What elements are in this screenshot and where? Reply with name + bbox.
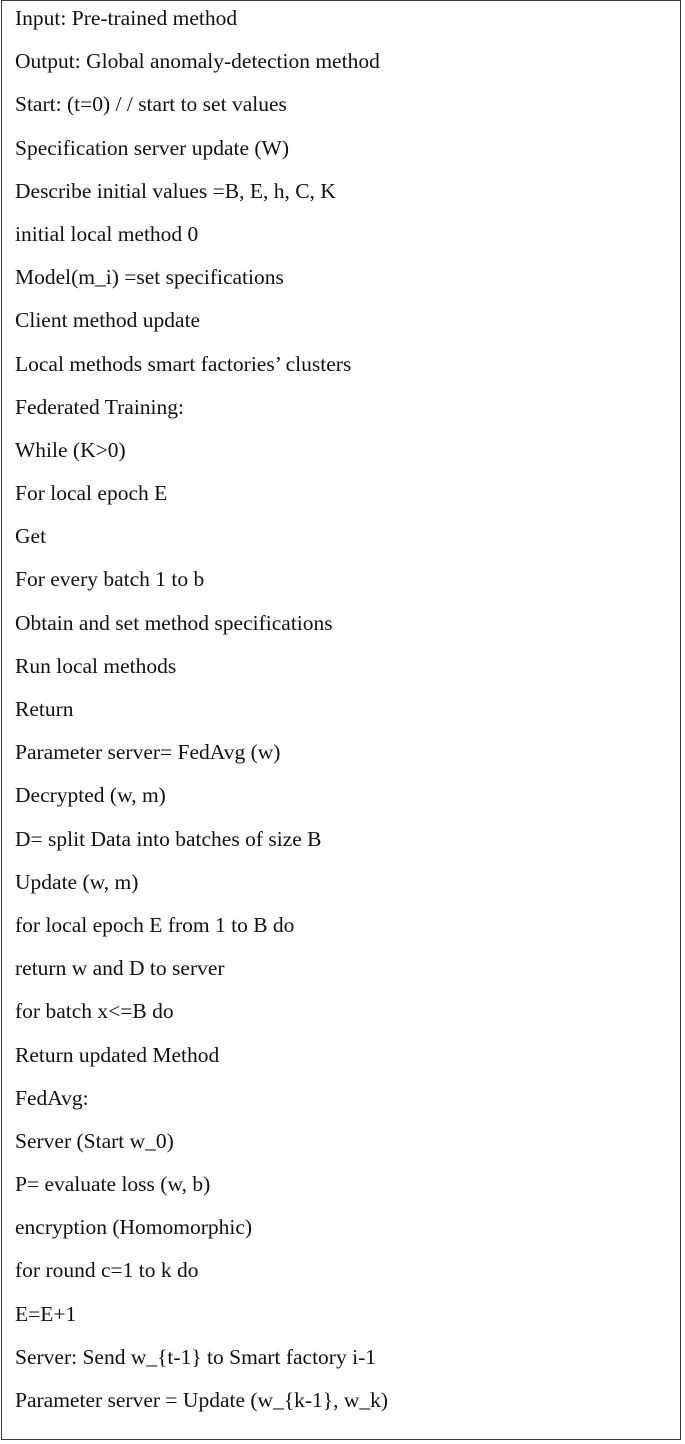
algorithm-box [1,0,681,1440]
algorithm-line: encryption (Homomorphic) [15,1215,253,1240]
algorithm-line: for local epoch E from 1 to B do [15,912,295,937]
algorithm-line: Federated Training: [15,394,184,419]
algorithm-line: for round c=1 to k do [15,1258,199,1283]
algorithm-line: Decrypted (w, m) [15,783,166,808]
algorithm-line: Describe initial values =B, E, h, C, K [15,178,336,203]
algorithm-line: Run local methods [15,653,177,678]
algorithm-line: D= split Data into batches of size B [15,826,322,851]
algorithm-line: For local epoch E [15,481,168,506]
algorithm-line: While (K>0) [15,437,126,462]
algorithm-line: Parameter server = Update (w_{k-1}, w_k) [15,1388,389,1412]
algorithm-line: Output: Global anomaly-detection method [15,49,380,74]
algorithm-line: P= evaluate loss (w, b) [15,1172,211,1197]
algorithm-line: Server (Start w_0) [15,1128,174,1153]
algorithm-line: Return [15,697,74,721]
algorithm-line: return w and D to server [15,956,225,981]
algorithm-line: initial local method 0 [15,221,199,246]
algorithm-line: Return updated Method [15,1042,220,1067]
algorithm-line: Server: Send w_{t-1} to Smart factory i-1 [15,1344,376,1369]
algorithm-line: Start: (t=0) / / start to set values [15,92,287,117]
algorithm-line: Get [15,524,47,549]
algorithm-lines [15,0,676,1422]
algorithm-line: Parameter server= FedAvg (w) [15,740,281,765]
algorithm-line: E=E+1 [15,1301,77,1326]
algorithm-line: Local methods smart factories’ clusters [15,351,352,376]
algorithm-line: for batch x<=B do [15,999,174,1024]
algorithm-line: For every batch 1 to b [15,567,205,592]
algorithm-line: FedAvg: [15,1085,89,1110]
algorithm-line: Client method update [15,308,201,333]
algorithm-line: Update (w, m) [15,869,139,894]
algorithm-line: Model(m_i) =set specifications [15,265,284,290]
algorithm-line: Input: Pre-trained method [15,6,238,30]
algorithm-line: Obtain and set method specifications [15,610,333,635]
algorithm-line: Specification server update (W) [15,135,289,160]
